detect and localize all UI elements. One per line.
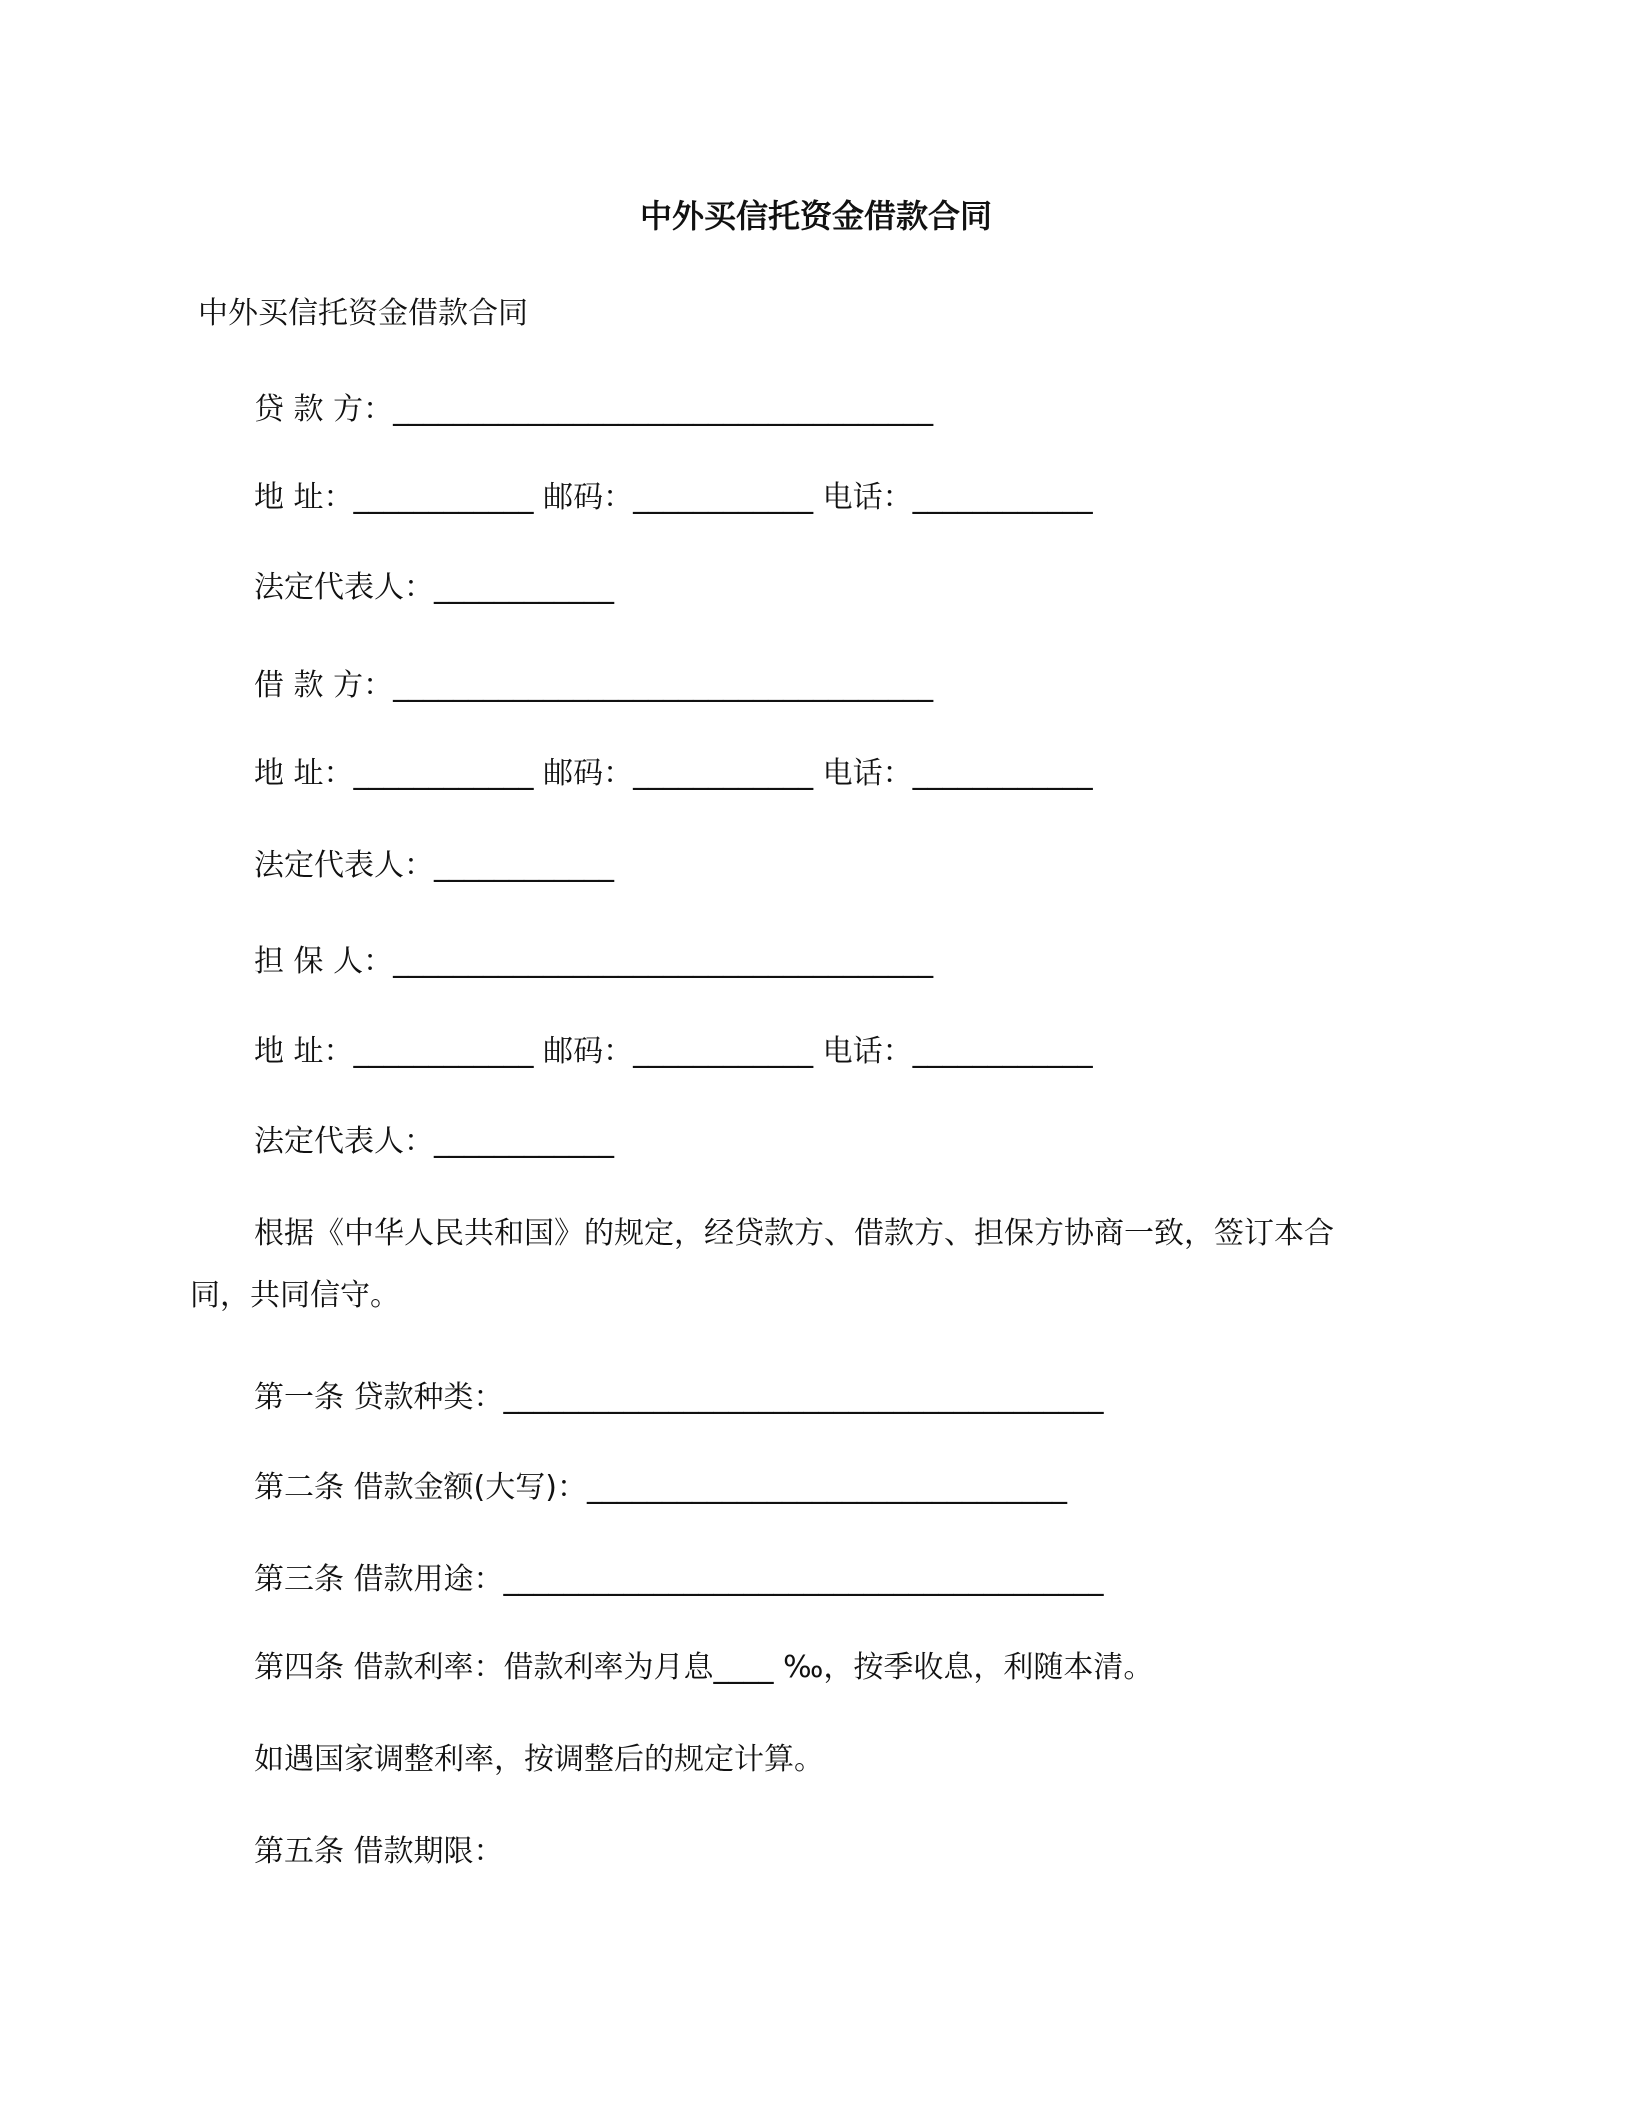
guarantor-line: 担 保 人：____________________________________ xyxy=(254,944,934,979)
article-1-line: 第一条 贷款种类：________________________________________ xyxy=(254,1380,1104,1415)
article-5-line: 第五条 借款期限： xyxy=(254,1834,504,1869)
guarantor-representative-line: 法定代表人：____________ xyxy=(254,1124,614,1159)
lender-address-line: 地 址：____________ 邮码：____________ 电话：____________ xyxy=(254,480,1093,515)
borrower-line: 借 款 方：____________________________________ xyxy=(254,668,934,703)
article-2-line: 第二条 借款金额(大写)：________________________________ xyxy=(254,1470,1067,1505)
preamble-line-1: 根据《中华人民共和国》的规定，经贷款方、借款方、担保方协商一致，签订本合 xyxy=(254,1216,1334,1251)
document-title: 中外买信托资金借款合同 xyxy=(639,197,992,235)
article-4-line: 第四条 借款利率：借款利率为月息____ ‰，按季收息，利随本清。 xyxy=(254,1650,1154,1685)
lender-representative-line: 法定代表人：____________ xyxy=(254,570,614,605)
borrower-address-line: 地 址：____________ 邮码：____________ 电话：____________ xyxy=(254,756,1093,791)
preamble-line-2: 同，共同信守。 xyxy=(190,1278,400,1313)
guarantor-address-line: 地 址：____________ 邮码：____________ 电话：____________ xyxy=(254,1034,1093,1069)
rate-adjustment-line: 如遇国家调整利率，按调整后的规定计算。 xyxy=(254,1742,824,1777)
borrower-representative-line: 法定代表人：____________ xyxy=(254,848,614,883)
lender-line: 贷 款 方：____________________________________ xyxy=(254,392,934,427)
article-3-line: 第三条 借款用途：________________________________________ xyxy=(254,1562,1104,1597)
document-subtitle: 中外买信托资金借款合同 xyxy=(198,296,528,331)
